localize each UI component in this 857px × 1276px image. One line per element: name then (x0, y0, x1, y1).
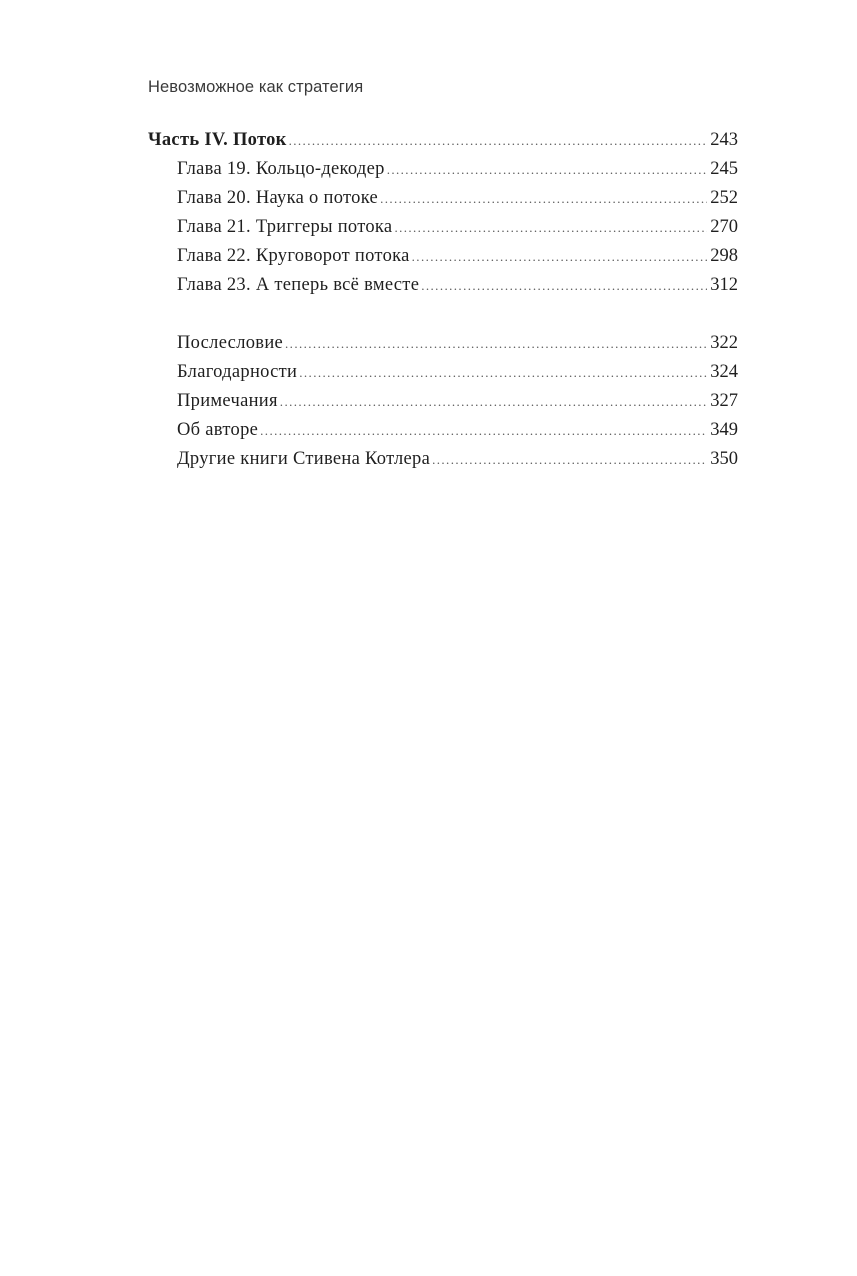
toc-page-number: 350 (710, 449, 738, 469)
toc-back-matter-title: Примечания (177, 391, 278, 411)
table-of-contents (148, 126, 738, 474)
toc-chapter-title: Глава 21. Триггеры потока (177, 217, 393, 237)
toc-page-number: 322 (710, 333, 738, 353)
toc-back-matter-entry (148, 329, 738, 358)
toc-page-number: 349 (710, 420, 738, 440)
toc-page-number: 298 (710, 246, 738, 266)
toc-back-matter-entry (148, 358, 738, 387)
toc-back-matter-entry (148, 387, 738, 416)
dot-leader (432, 445, 707, 474)
toc-page-number: 252 (710, 188, 738, 208)
toc-page-number: 245 (710, 159, 738, 179)
dot-leader (380, 184, 707, 213)
dot-leader (387, 155, 708, 184)
dot-leader (412, 242, 708, 271)
toc-chapter-entry (148, 242, 738, 271)
dot-leader (299, 358, 707, 387)
dot-leader (285, 329, 707, 358)
toc-page-number: 243 (710, 130, 738, 150)
dot-leader (260, 416, 707, 445)
toc-chapter-title: Глава 22. Круговорот потока (177, 246, 410, 266)
toc-chapter-entry (148, 155, 738, 184)
toc-chapter-entry (148, 213, 738, 242)
toc-back-matter-title: Благодарности (177, 362, 298, 382)
toc-chapter-title: Глава 19. Кольцо-декодер (177, 159, 385, 179)
section-spacer (148, 300, 738, 329)
dot-leader (421, 271, 707, 300)
toc-page-number: 327 (710, 391, 738, 411)
toc-back-matter-title: Послесловие (177, 333, 284, 353)
toc-chapter-title: Глава 23. А теперь всё вместе (177, 275, 420, 295)
running-head: Невозможное как стратегия (148, 78, 364, 96)
toc-back-matter-title: Об авторе (177, 420, 259, 440)
toc-chapter-entry (148, 184, 738, 213)
toc-page-number: 312 (710, 275, 738, 295)
toc-page-number: 270 (710, 217, 738, 237)
dot-leader (280, 387, 707, 416)
dot-leader (394, 213, 707, 242)
toc-part-title: Часть IV. Поток (148, 130, 287, 150)
dot-leader (289, 126, 708, 155)
toc-page-number: 324 (710, 362, 738, 382)
toc-chapter-entry (148, 271, 738, 300)
toc-part-entry (148, 126, 738, 155)
toc-back-matter-entry (148, 445, 738, 474)
toc-chapter-title: Глава 20. Наука о потоке (177, 188, 379, 208)
toc-back-matter-entry (148, 416, 738, 445)
toc-back-matter-title: Другие книги Стивена Котлера (177, 449, 431, 469)
